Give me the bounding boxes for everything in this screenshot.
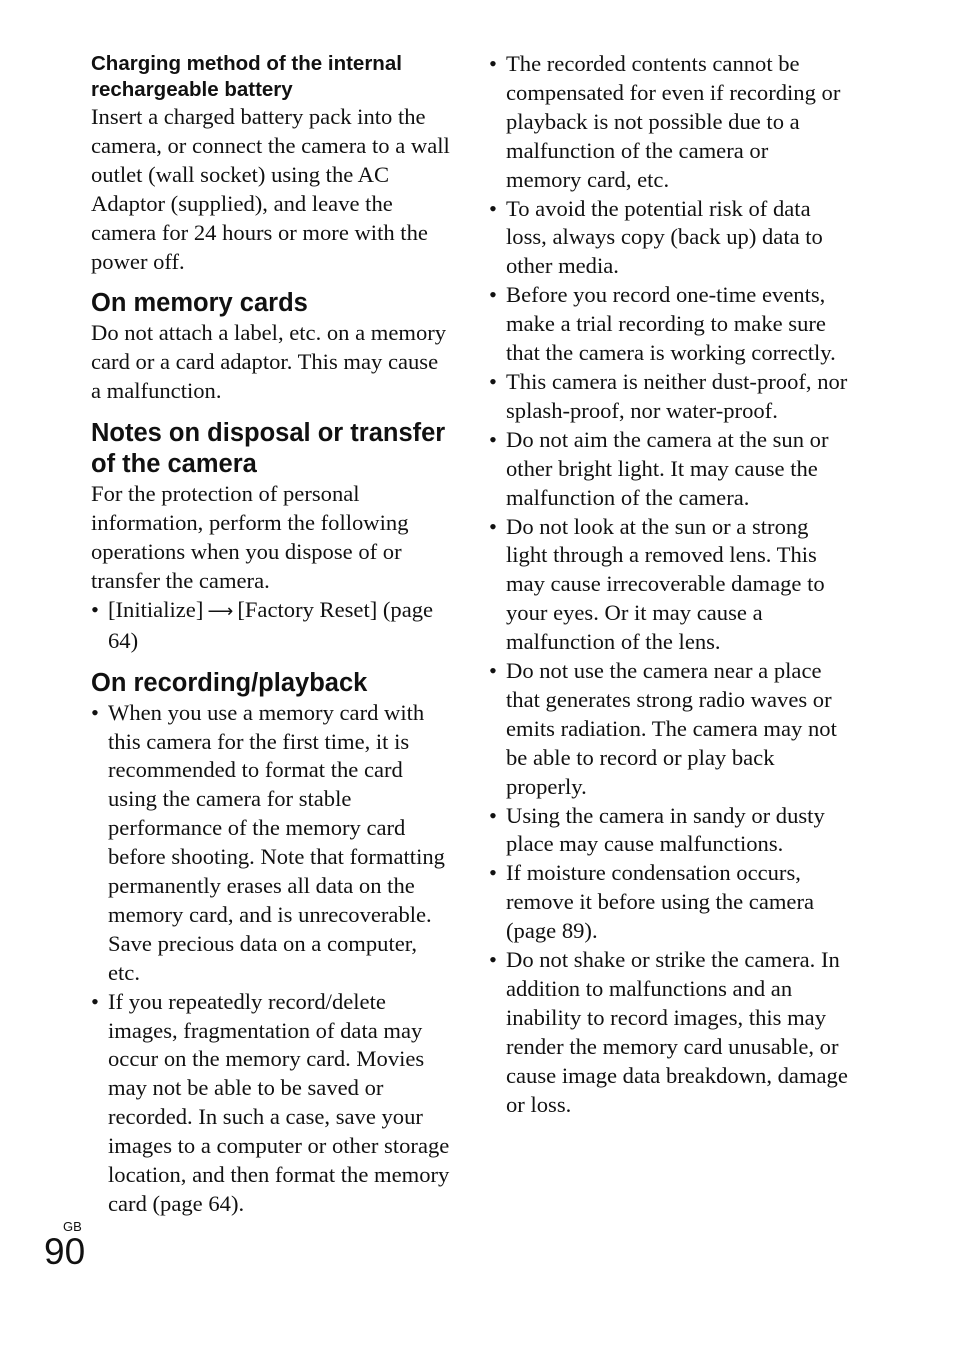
recording-list xyxy=(91,699,451,1219)
list-item-text: If moisture condensation occurs, remove it before using the camera (page 89). xyxy=(506,860,815,944)
bullet: • xyxy=(489,658,497,684)
list-item-text: The recorded contents cannot be compensated for even if recording or playback is not possible due to a malfunction of the camera or memory card, etc. xyxy=(506,51,841,192)
bullet: • xyxy=(91,699,99,725)
recording-heading: On recording/playback xyxy=(91,668,368,697)
bullet: • xyxy=(91,988,99,1014)
bullet: • xyxy=(489,426,497,452)
list-item-text: When you use a memory card with this camera for the first time, it is recommended to format the card using the camera for stable performance of the memory card before shooting. Note that formatting permanently erases all data on the memory card, and is unrecoverable. Save precious data on a computer, etc. xyxy=(108,699,445,985)
list-item-text: Do not use the camera near a place that generates strong radio waves or emits radiation. The camera may not be able to record or play back properly. xyxy=(506,658,837,799)
list-item-text: Do not aim the camera at the sun or other bright light. It may cause the malfunction of the camera. xyxy=(506,426,829,510)
page-number: 90 xyxy=(44,1231,86,1272)
list-item-text: Using the camera in sandy or dusty place may cause malfunctions. xyxy=(506,802,825,857)
list-item-text: Do not look at the sun or a strong light through a removed lens. This may cause irrecoverable damage to your eyes. Or it may cause a malfunction of the lens. xyxy=(506,513,825,655)
bullet: • xyxy=(489,860,497,886)
disposal-list xyxy=(91,596,451,656)
bullet: • xyxy=(489,513,497,539)
right-column xyxy=(489,50,849,1120)
bullet: • xyxy=(489,368,497,394)
charging-text: Insert a charged battery pack into the camera, or connect the camera to a wall outlet (wall socket) using the AC Adaptor (supplied), and leave the camera for 24 hours or more with the power off. xyxy=(91,104,450,274)
list-item xyxy=(91,699,451,988)
list-item xyxy=(489,513,849,658)
list-item-text: Do not shake or strike the camera. In addition to malfunctions and an inability to record images, this may render the memory card unusable, or cause image data breakdown, damage or loss. xyxy=(506,947,848,1117)
list-item-text: Before you record one-time events, make a trial recording to make sure that the camera is working correctly. xyxy=(506,282,836,366)
list-item xyxy=(489,802,849,860)
bullet: • xyxy=(489,282,497,308)
list-item xyxy=(489,281,849,368)
charging-heading: Charging method of the internal rechargeable battery xyxy=(91,52,402,101)
left-column xyxy=(91,50,451,1219)
list-item xyxy=(91,596,451,656)
arrow-right-icon: ⟶ xyxy=(207,600,234,622)
notes-list xyxy=(489,50,849,1120)
memory-cards-text: Do not attach a label, etc. on a memory card or a card adaptor. This may cause a malfunction. xyxy=(91,320,447,404)
bullet: • xyxy=(489,802,497,828)
list-item xyxy=(489,426,849,513)
list-item xyxy=(91,988,451,1219)
memory-cards-heading: On memory cards xyxy=(91,289,308,318)
list-item-text: This camera is neither dust-proof, nor splash-proof, nor water-proof. xyxy=(506,368,848,423)
list-item xyxy=(489,50,849,195)
list-item xyxy=(489,946,849,1119)
list-item xyxy=(489,368,849,426)
disposal-heading: Notes on disposal or transfer of the camera xyxy=(91,419,446,479)
factory-reset-label: [Factory Reset] (page 64) xyxy=(108,596,434,653)
bullet: • xyxy=(489,51,497,76)
bullet: • xyxy=(91,596,99,622)
list-item-text: To avoid the potential risk of data loss, always copy (back up) data to other media. xyxy=(506,195,823,279)
disposal-text: For the protection of personal information, perform the following operations when you dispose of or transfer the camera. xyxy=(91,481,409,593)
list-item xyxy=(489,657,849,802)
bullet: • xyxy=(489,947,497,973)
list-item xyxy=(489,859,849,946)
bullet: • xyxy=(489,195,497,221)
list-item-text: If you repeatedly record/delete images, fragmentation of data may occur on the memory card. Movies may not be able to be saved or recorded. In such a case, save your images to a computer or other storage location, and then format the memory card (page 64). xyxy=(108,988,450,1216)
initialize-label: [Initialize] xyxy=(108,596,204,622)
region-label: GB xyxy=(63,1219,82,1234)
list-item xyxy=(489,195,849,282)
